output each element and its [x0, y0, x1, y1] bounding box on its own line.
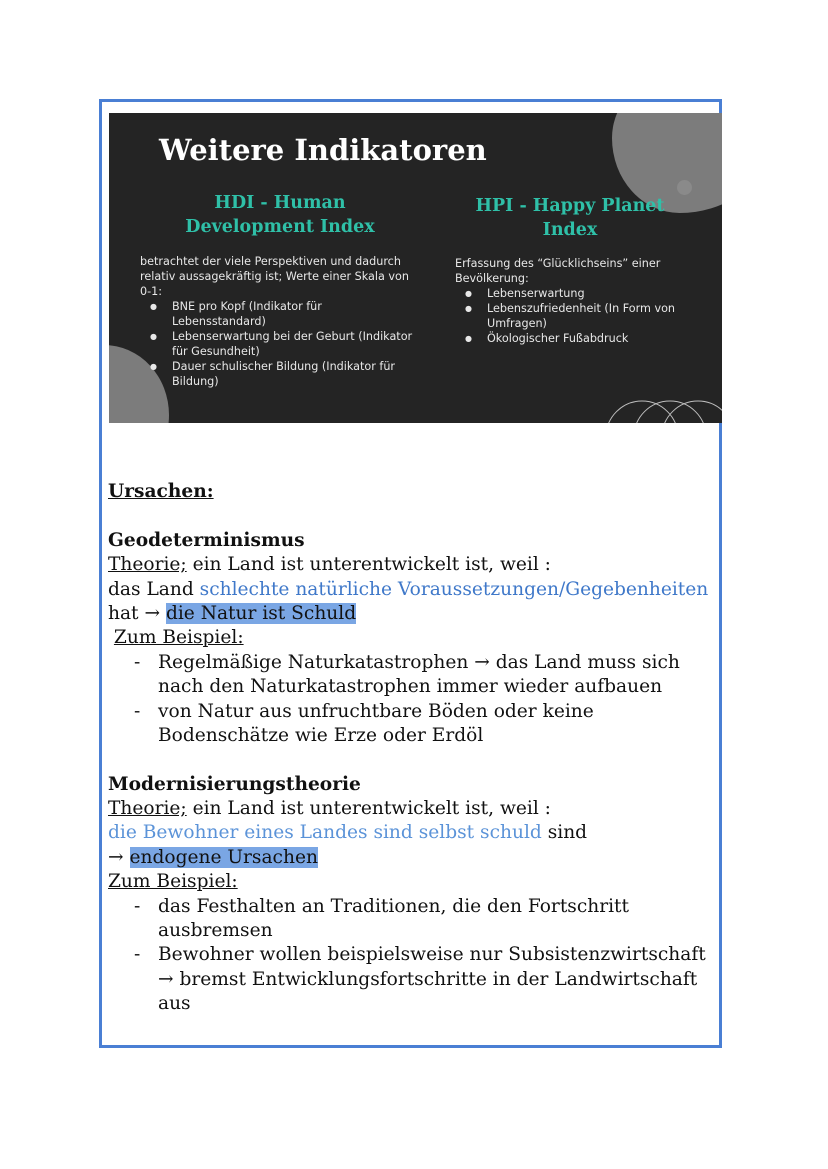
decorative-dot	[677, 180, 692, 195]
geo-line-2	[108, 578, 728, 602]
plain-text: sind	[541, 822, 588, 844]
blank-line	[108, 748, 728, 772]
theorie-text: ein Land ist unterentwickelt ist, weil :	[186, 554, 551, 576]
ursachen-heading: Ursachen:	[108, 481, 214, 502]
hdi-heading	[149, 191, 411, 239]
list-item	[172, 299, 428, 329]
hpi-description	[455, 256, 695, 346]
theorie-label: Theorie;	[108, 554, 187, 576]
notes-body	[108, 480, 728, 1017]
mod-line-2	[108, 821, 728, 845]
list-item	[108, 895, 728, 919]
blue-text: schlechte natürliche Voraussetzungen/Gegebenheiten	[199, 578, 709, 600]
mod-theorie-line	[108, 797, 728, 821]
modernisierungstheorie-heading: Modernisierungstheorie	[108, 773, 361, 795]
hpi-heading	[439, 194, 701, 242]
theorie-label: Theorie;	[108, 798, 187, 820]
list-item	[108, 651, 728, 675]
decorative-rings	[604, 389, 722, 423]
list-item-continuation: → bremst Entwicklungsfortschritte in der Landwirtschaft	[158, 968, 698, 990]
list-item	[108, 943, 728, 967]
blank-line	[108, 504, 728, 528]
list-item-continuation: ausbremsen	[158, 920, 273, 942]
list-item	[172, 359, 428, 389]
hdi-bullet-list	[140, 299, 428, 389]
list-item-continuation: aus	[158, 993, 191, 1015]
bullet-text: ● Lebenserwartung bei der Geburt (Indikator	[172, 330, 413, 343]
list-item	[108, 700, 728, 724]
hpi-heading-line: HPI - Happy Planet	[475, 196, 665, 216]
list-item-continuation: nach den Naturkatastrophen immer wieder aufbauen	[158, 676, 663, 698]
list-item	[487, 301, 695, 331]
bullet-text: Umfragen)	[487, 317, 547, 330]
geo-theorie-line	[108, 553, 728, 577]
hdi-description	[140, 254, 428, 389]
hdi-heading-line: Development Index	[185, 217, 375, 237]
theorie-text: ein Land ist unterentwickelt ist, weil :	[186, 798, 551, 820]
list-item	[487, 286, 695, 301]
dash-marker: -	[134, 700, 141, 722]
hdi-heading-line: HDI - Human	[214, 193, 346, 213]
list-text: Bewohner wollen beispielsweise nur Subsistenzwirtschaft	[158, 944, 706, 966]
plain-text: →	[108, 846, 130, 868]
dash-marker: -	[134, 944, 141, 966]
bullet-text: ● Lebenserwartung	[487, 287, 585, 300]
plain-text: das Land	[108, 578, 200, 600]
list-text: von Natur aus unfruchtbare Böden oder keine	[158, 700, 594, 722]
highlighted-text: endogene Ursachen	[129, 846, 318, 868]
hdi-intro-line: 0-1:	[140, 285, 163, 298]
dash-marker: -	[134, 651, 141, 673]
dash-marker: -	[134, 895, 141, 917]
hdi-intro-line: betrachtet der viele Perspektiven und dadurch	[140, 255, 401, 268]
bullet-text: ● Dauer schulischer Bildung (Indikator für	[172, 360, 396, 373]
bullet-text: ● Lebenszufriedenheit (In Form von	[487, 302, 676, 315]
list-item	[487, 331, 695, 346]
list-item-continuation: Bodenschätze wie Erze oder Erdöl	[158, 724, 484, 746]
hpi-bullet-list	[455, 286, 695, 346]
geodeterminismus-heading: Geodeterminismus	[108, 529, 305, 551]
geo-beispiel-line	[108, 626, 728, 650]
geo-line-3	[108, 602, 728, 626]
beispiel-label: Zum Beispiel:	[113, 627, 244, 649]
bullet-text: Bildung)	[172, 375, 219, 388]
mod-beispiel-line: Zum Beispiel:	[108, 871, 238, 893]
hpi-intro-line: Bevölkerung:	[455, 272, 529, 285]
mod-line-3	[108, 846, 728, 870]
hpi-heading-line: Index	[542, 220, 598, 240]
list-text: Regelmäßige Naturkatastrophen → das Land muss sich	[158, 651, 680, 673]
slide-title: Weitere Indikatoren	[159, 133, 487, 167]
bullet-text: für Gesundheit)	[172, 345, 260, 358]
list-item	[172, 329, 428, 359]
hpi-intro-line: Erfassung des “Glücklichseins” einer	[455, 257, 661, 270]
bullet-text: Lebensstandard)	[172, 315, 266, 328]
list-text: das Festhalten an Traditionen, die den Fortschritt	[158, 895, 629, 917]
indicator-slide-image	[109, 113, 722, 423]
hdi-intro-line: relativ aussagekräftig ist; Werte einer Skala von	[140, 270, 409, 283]
blue-text: die Bewohner eines Landes sind selbst schuld	[108, 822, 542, 844]
plain-text: hat →	[108, 602, 166, 624]
bullet-text: ● BNE pro Kopf (Indikator für	[172, 300, 322, 313]
bullet-text: ● Ökologischer Fußabdruck	[487, 332, 629, 345]
highlighted-text: die Natur ist Schuld	[165, 602, 357, 624]
